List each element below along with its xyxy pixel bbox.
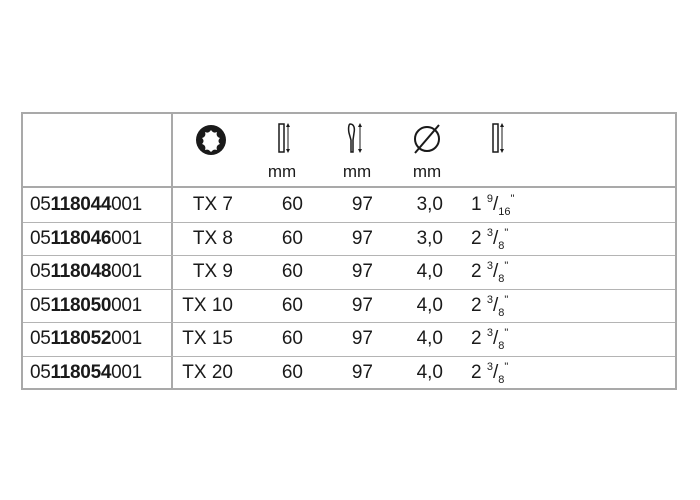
article-number — [30, 295, 142, 317]
diameter: 4,0 — [416, 261, 443, 282]
torx-size: TX 8 — [192, 227, 233, 249]
inch-whole: 2 — [471, 361, 482, 383]
diameter: 3,0 — [416, 227, 443, 249]
length-inch — [471, 362, 508, 386]
diameter: 4,0 — [416, 328, 443, 349]
inch-mark: " — [504, 327, 509, 339]
inch-whole: 2 — [471, 294, 482, 316]
article-prefix: 05 — [30, 361, 51, 383]
article-suffix: 001 — [111, 194, 142, 215]
inch-denominator: 8 — [498, 340, 505, 352]
article-core: 118048 — [50, 261, 112, 282]
torx-icon — [193, 122, 229, 158]
article-prefix: 05 — [30, 328, 51, 349]
article-prefix: 05 — [30, 261, 51, 282]
fraction-slash: / — [492, 294, 499, 316]
fraction-slash: / — [492, 328, 499, 349]
fraction-slash: / — [492, 361, 499, 383]
inch-numerator: 3 — [486, 260, 493, 272]
total-length: 97 — [351, 361, 373, 383]
total-length: 97 — [351, 294, 373, 316]
fraction-slash: / — [492, 227, 499, 249]
bit-length: 60 — [281, 194, 303, 215]
length-inch — [471, 194, 514, 218]
inch-denominator: 16 — [498, 206, 511, 218]
total-length: 97 — [351, 328, 373, 349]
torx-size: TX 20 — [182, 361, 233, 383]
diameter: 4,0 — [416, 294, 443, 316]
diameter: 4,0 — [416, 361, 443, 383]
product-spec-table — [21, 112, 677, 390]
article-prefix: 05 — [30, 294, 51, 316]
inch-numerator: 3 — [486, 360, 493, 373]
article-prefix: 05 — [30, 227, 51, 249]
screwdriver-length-icon — [343, 120, 369, 158]
article-number — [30, 261, 142, 283]
fraction-slash: / — [492, 261, 499, 282]
inch-numerator: 9 — [486, 193, 493, 205]
inch-numerator: 3 — [486, 293, 493, 306]
row-divider — [23, 255, 675, 256]
inch-denominator: 8 — [498, 239, 505, 252]
fraction-slash: / — [492, 194, 499, 215]
bit-length: 60 — [281, 227, 303, 249]
unit-length: mm — [267, 162, 297, 181]
inch-numerator: 3 — [486, 327, 493, 339]
inch-denominator: 8 — [498, 273, 505, 285]
article-number — [30, 194, 142, 216]
article-core: 118052 — [50, 328, 112, 349]
diameter-icon — [409, 122, 445, 156]
row-divider — [23, 356, 675, 357]
article-suffix: 001 — [111, 361, 142, 383]
inch-mark: " — [510, 193, 515, 205]
torx-size: TX 7 — [192, 194, 233, 215]
inch-denominator: 8 — [498, 373, 505, 386]
row-divider — [23, 289, 675, 290]
bit-length: 60 — [281, 361, 303, 383]
bit-length: 60 — [281, 294, 303, 316]
total-length: 97 — [351, 227, 373, 249]
header-divider — [23, 186, 675, 188]
bit-length: 60 — [281, 261, 303, 282]
article-suffix: 001 — [111, 227, 142, 249]
article-suffix: 001 — [111, 261, 142, 282]
length-inch — [471, 261, 508, 285]
row-divider — [23, 222, 675, 223]
inch-whole: 2 — [471, 328, 482, 349]
article-core: 118054 — [50, 361, 112, 383]
bit-length-icon — [273, 120, 297, 158]
article-core: 118044 — [50, 194, 112, 215]
diameter: 3,0 — [416, 194, 443, 215]
unit-total-length: mm — [342, 162, 372, 181]
length-inch — [471, 328, 508, 352]
article-prefix: 05 — [30, 194, 51, 215]
article-number — [30, 362, 142, 384]
inch-whole: 1 — [471, 194, 482, 215]
inch-mark: " — [504, 360, 509, 373]
torx-size: TX 9 — [192, 261, 233, 282]
article-core: 118050 — [50, 294, 112, 316]
total-length: 97 — [351, 194, 373, 215]
torx-size: TX 10 — [182, 294, 233, 316]
inch-mark: " — [504, 260, 509, 272]
inch-whole: 2 — [471, 261, 482, 282]
inch-numerator: 3 — [486, 226, 493, 239]
inch-mark: " — [504, 226, 509, 239]
inch-mark: " — [504, 293, 509, 306]
article-number — [30, 328, 142, 350]
torx-size: TX 15 — [182, 328, 233, 349]
row-divider — [23, 322, 675, 323]
bit-length: 60 — [281, 328, 303, 349]
bit-length-inch-icon — [487, 120, 511, 158]
inch-denominator: 8 — [498, 306, 505, 319]
inch-whole: 2 — [471, 227, 482, 249]
article-suffix: 001 — [111, 328, 142, 349]
article-core: 118046 — [50, 227, 112, 249]
article-suffix: 001 — [111, 294, 142, 316]
article-number — [30, 228, 142, 250]
unit-diameter: mm — [412, 162, 442, 181]
length-inch — [471, 295, 508, 319]
total-length: 97 — [351, 261, 373, 282]
length-inch — [471, 228, 508, 252]
